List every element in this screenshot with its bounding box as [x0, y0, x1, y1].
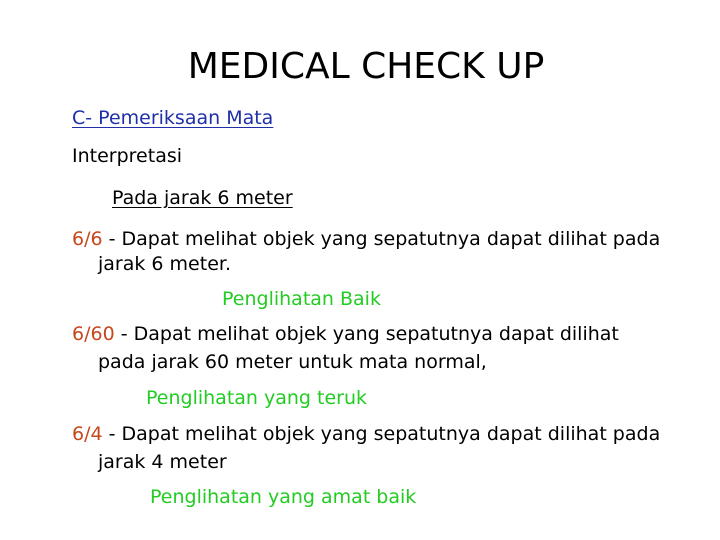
- entry-result: Penglihatan yang amat baik: [150, 486, 417, 508]
- entry-description-continued: jarak 6 meter.: [98, 253, 231, 275]
- entry-result: Penglihatan Baik: [222, 288, 381, 310]
- section-heading: C- Pemeriksaan Mata: [72, 107, 274, 129]
- visual-acuity-code: 6/6: [72, 228, 103, 250]
- visual-acuity-code: 6/4: [72, 423, 103, 445]
- interpretation-heading: Interpretasi: [72, 145, 183, 167]
- entry-line: [72, 422, 660, 446]
- entry-description: - Dapat melihat objek yang sepatutnya dapat dilihat: [114, 323, 619, 345]
- entry-description: - Dapat melihat objek yang sepatutnya dapat dilihat pada: [102, 228, 661, 250]
- slide-title: MEDICAL CHECK UP: [187, 46, 545, 87]
- entry-description: - Dapat melihat objek yang sepatutnya dapat dilihat pada: [102, 423, 661, 445]
- entry-line: [72, 227, 660, 251]
- entry-description-continued: jarak 4 meter: [98, 451, 227, 473]
- entry-result: Penglihatan yang teruk: [146, 387, 368, 409]
- entry-description-continued: pada jarak 60 meter untuk mata normal,: [98, 351, 487, 373]
- visual-acuity-code: 6/60: [72, 323, 115, 345]
- entry-line: [72, 322, 619, 346]
- distance-heading: Pada jarak 6 meter: [112, 187, 293, 209]
